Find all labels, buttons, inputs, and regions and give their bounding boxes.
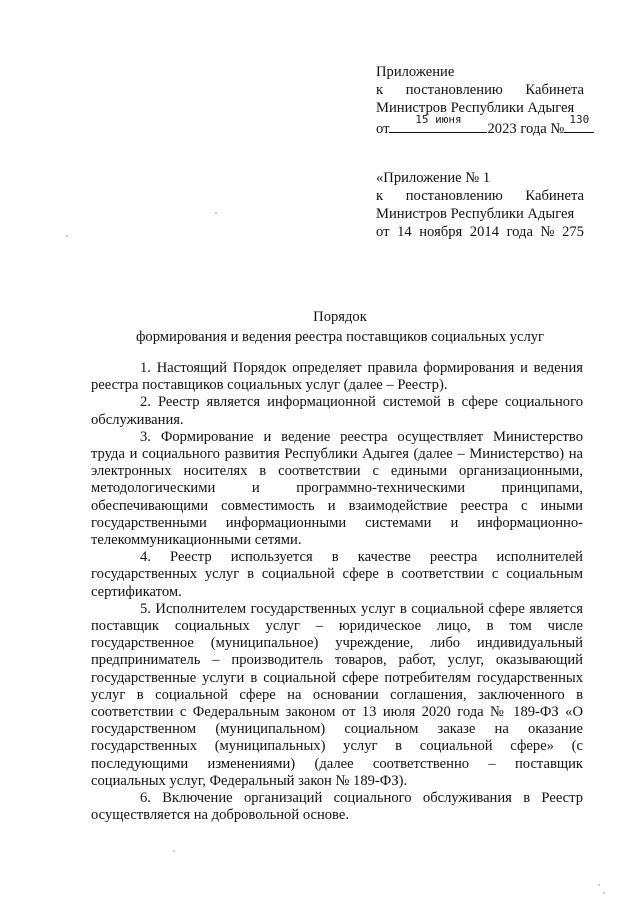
appendix-date-line xyxy=(376,113,590,137)
appendix-word: постановлению xyxy=(405,82,503,98)
appendix-ministers-line: Министров Республики Адыгея xyxy=(376,100,575,116)
paragraph-4: 4. Реестр используется в качестве реестра исполнителей государственных услуг в социальной сфере в соответствии с социальным сертификатом. xyxy=(91,549,583,600)
title-line-1: Порядок xyxy=(313,309,367,325)
handwritten-number: 130 xyxy=(569,113,590,126)
date-word: года xyxy=(506,224,533,240)
scan-speck xyxy=(173,850,175,852)
appendix-word: Кабинета xyxy=(525,188,584,204)
paragraph-6: 6. Включение организаций социального обслуживания в Реестр осуществляется на добровольной основе. xyxy=(91,790,583,824)
appendix-to-resolution-line xyxy=(376,81,584,99)
date-word: 2014 xyxy=(469,224,499,240)
document-title xyxy=(90,307,590,347)
date-middle: 2023 года № xyxy=(487,121,565,137)
date-word: ноября xyxy=(419,224,463,240)
date-word: 275 xyxy=(562,224,584,240)
appendix-word: к xyxy=(376,188,384,204)
date-word: от xyxy=(376,224,390,240)
scan-speck xyxy=(215,212,217,214)
scan-speck xyxy=(603,892,605,894)
date-word: 14 xyxy=(397,224,412,240)
original-appendix-header xyxy=(376,169,584,241)
document-body xyxy=(91,360,583,824)
paragraph-5: 5. Исполнителем государственных услуг в социальной сфере является поставщик социальных услуг – юридическое лицо, в том числе государственное (муниципальное) учреждение, либо индивидуальный предприниматель – производитель товаров, работ, услуг, оказывающий государственные услуги в социальной сфере потребителям государственных услуг в социальной сфере на основании соглашения, заключенного в соответствии с Федеральным законом от 13 июля 2020 года № 189-ФЗ «О государственном (муниципальном) социальном заказе на оказание государственных (муниципальных) услуг в социальной сфере» (с последующими изменениями) (далее соответственно – поставщик социальных услуг, Федеральный закон № 189-ФЗ). xyxy=(91,600,583,789)
paragraph-2: 2. Реестр является информационной системой в сфере социального обслуживания. xyxy=(91,394,583,428)
paragraph-1: 1. Настоящий Порядок определяет правила формирования и ведения реестра поставщиков социальных услуг (далее – Реестр). xyxy=(91,360,583,394)
original-appendix-label: «Приложение № 1 xyxy=(376,170,491,186)
appendix-header xyxy=(376,63,590,137)
appendix-word: к xyxy=(376,82,384,98)
appendix-word: Кабинета xyxy=(525,82,584,98)
original-appendix-date-line xyxy=(376,223,584,241)
scan-speck xyxy=(66,235,68,237)
appendix-label: Приложение xyxy=(376,64,455,80)
date-word: № xyxy=(540,224,555,240)
original-appendix-to-resolution-line xyxy=(376,187,584,205)
number-blank xyxy=(564,113,594,133)
title-line-2: формирования и ведения реестра поставщиков социальных услуг xyxy=(135,329,545,345)
scan-speck xyxy=(598,884,600,886)
handwritten-date: 15 июня xyxy=(415,113,462,126)
date-prefix: от xyxy=(376,121,390,137)
paragraph-3: 3. Формирование и ведение реестра осуществляет Министерство труда и социального развития Республики Адыгея (далее – Министерство) на электронных носителях в соответствии с едиными организационными, методологическими и программно-техническими принципами, обеспечивающими совместимость и взаимодействие реестра с иными государственными информационными системами и информационно-телекоммуникационными сетями. xyxy=(91,428,583,549)
appendix-word: постановлению xyxy=(405,188,503,204)
date-blank xyxy=(389,113,487,133)
original-appendix-ministers-line: Министров Республики Адыгея xyxy=(376,206,575,222)
